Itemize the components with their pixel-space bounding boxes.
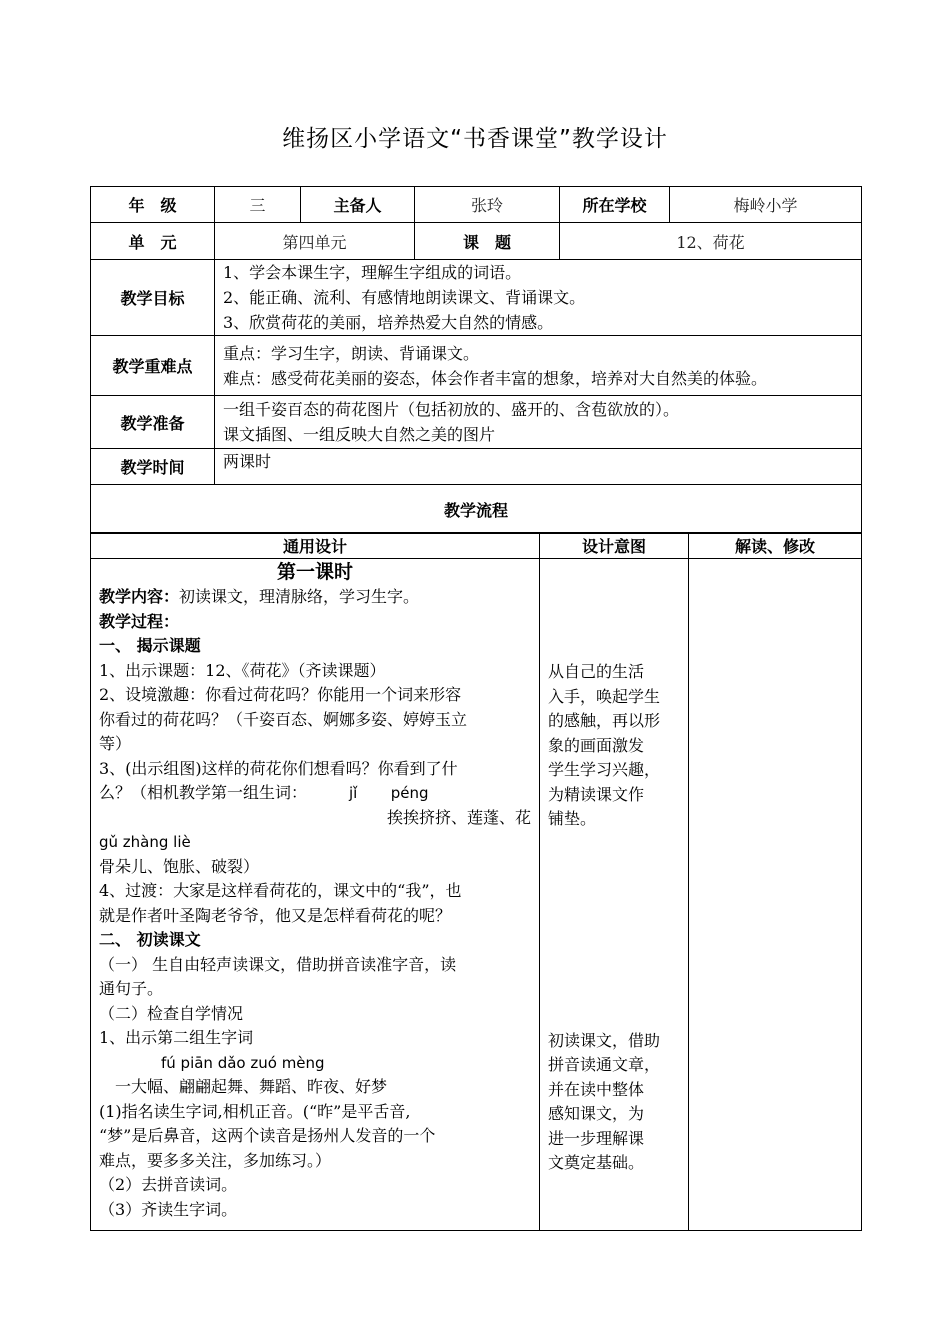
process-line: 骨朵儿、饱胀、破裂）	[99, 856, 260, 876]
unit-label: 单 元	[91, 223, 215, 260]
revise-cell	[689, 559, 862, 1231]
process-text: 么？（相机教学第一组生词：	[99, 783, 308, 802]
section-heading: 二、 初读课文	[99, 930, 201, 949]
design-intent-cell	[540, 559, 689, 1231]
prep-item: 一组千姿百态的荷花图片（包括初放的、盛开的、含苞欲放的）。	[223, 400, 680, 419]
process-line: 1、出示第二组生字词	[99, 1028, 254, 1047]
process-line: 3、(出示组图)这样的荷花你们想看吗？你看到了什	[99, 758, 458, 778]
process-line: (1)指名读生字词,相机正音。(“昨”是平舌音,	[99, 1101, 411, 1121]
flow-heading: 教学流程	[91, 485, 862, 534]
goals-cell	[215, 260, 862, 336]
goal-item: 3、欣赏荷花的美丽，培养热爱大自然的情感。	[223, 313, 554, 332]
prep-cell	[215, 396, 862, 449]
key-point-item: 重点：学习生字，朗读、背诵课文。	[223, 343, 480, 363]
intent-line: 的感触，再以形	[548, 711, 661, 730]
process-line: 通句子。	[99, 979, 164, 998]
process-line: 就是作者叶圣陶老爷爷，他又是怎样看荷花的呢？	[99, 905, 452, 925]
goal-item: 1、学会本课生字，理解生字组成的词语。	[223, 263, 522, 282]
intent-line: 象的画面激发	[548, 735, 645, 755]
intent-line: 入手，唤起学生	[548, 686, 661, 706]
content-line	[99, 585, 531, 610]
lesson-title: 第一课时	[276, 561, 353, 583]
topic-label: 课 题	[415, 223, 560, 260]
pinyin-line: jǐ péng	[349, 784, 429, 802]
col-header-intent: 设计意图	[540, 533, 689, 559]
intent-line: 进一步理解课	[548, 1128, 645, 1148]
pinyin-line: fú piān dǎo zuó mèng	[161, 1053, 325, 1072]
grade-label: 年 级	[91, 187, 215, 223]
process-line	[99, 781, 531, 806]
intent-line: 文奠定基础。	[548, 1153, 645, 1172]
process-line: （二）检查自学情况	[99, 1003, 244, 1023]
process-label: 教学过程：	[99, 611, 180, 631]
general-design-cell	[91, 559, 540, 1231]
key-point-item: 难点：感受荷花美丽的姿态，体会作者丰富的想象，培养对大自然美的体验。	[223, 368, 768, 388]
process-line: 难点，要多多关注，多加练习。）	[99, 1150, 332, 1170]
pinyin-line: gǔ zhàng liè	[99, 833, 191, 851]
lesson-table	[90, 532, 862, 1231]
process-line: “梦”是后鼻音，这两个读音是扬州人发音的一个	[99, 1126, 436, 1145]
time-value: 两课时	[215, 449, 862, 485]
time-label: 教学时间	[91, 449, 215, 485]
info-table	[90, 186, 862, 534]
col-header-general: 通用设计	[91, 533, 540, 559]
goal-item: 2、能正确、流利、有感情地朗读课文、背诵课文。	[223, 288, 586, 307]
school-value: 梅岭小学	[670, 187, 862, 223]
process-line: （2）去拼音读词。	[99, 1175, 238, 1194]
intent-line: 从自己的生活	[548, 662, 645, 681]
intent-block	[548, 1029, 680, 1176]
process-line: 1、出示课题：12、《荷花》（齐读课题）	[99, 660, 386, 680]
process-line: 2、设境激趣：你看过荷花吗？你能用一个词来形容	[99, 685, 462, 704]
key-points-cell	[215, 336, 862, 396]
content-label: 教学内容：	[99, 587, 180, 606]
intent-line: 为精读课文作	[548, 784, 645, 804]
school-label: 所在学校	[560, 187, 670, 223]
intent-line: 初读课文，借助	[548, 1030, 661, 1050]
preparer-value: 张玲	[415, 187, 560, 223]
process-line: 4、过渡：大家是这样看荷花的，课文中的“我”，也	[99, 881, 462, 900]
grade-value: 三	[215, 187, 301, 223]
unit-value: 第四单元	[215, 223, 415, 260]
process-line: （3）齐读生字词。	[99, 1199, 238, 1219]
intent-line: 学生学习兴趣，	[548, 760, 661, 779]
content-text: 初读课文，理清脉络，学习生字。	[179, 587, 420, 606]
process-line: 等）	[99, 734, 132, 753]
process-line: 一大幅、翩翩起舞、舞蹈、昨夜、好梦	[115, 1077, 388, 1096]
process-line: （一） 生自由轻声读课文，借助拼音读准字音，读	[99, 954, 457, 974]
intent-line: 铺垫。	[548, 809, 597, 828]
goals-label: 教学目标	[91, 260, 215, 336]
process-line: 你看过的荷花吗？（千姿百态、婀娜多姿、婷婷玉立	[99, 709, 468, 729]
topic-value: 12、荷花	[560, 223, 862, 260]
intent-line: 并在读中整体	[548, 1079, 645, 1099]
page-title: 维扬区小学语文“书香课堂”教学设计	[282, 126, 668, 152]
process-line: 挨挨挤挤、莲蓬、花	[386, 807, 531, 827]
section-heading: 一、 揭示课题	[99, 636, 201, 655]
intent-block	[548, 660, 680, 832]
preparer-label: 主备人	[301, 187, 415, 223]
col-header-revise: 解读、修改	[689, 533, 862, 559]
key-points-label: 教学重难点	[91, 336, 215, 396]
intent-line: 感知课文，为	[548, 1104, 645, 1123]
prep-label: 教学准备	[91, 396, 215, 449]
intent-line: 拼音读通文章，	[548, 1055, 661, 1074]
prep-item: 课文插图、一组反映大自然之美的图片	[223, 425, 496, 444]
